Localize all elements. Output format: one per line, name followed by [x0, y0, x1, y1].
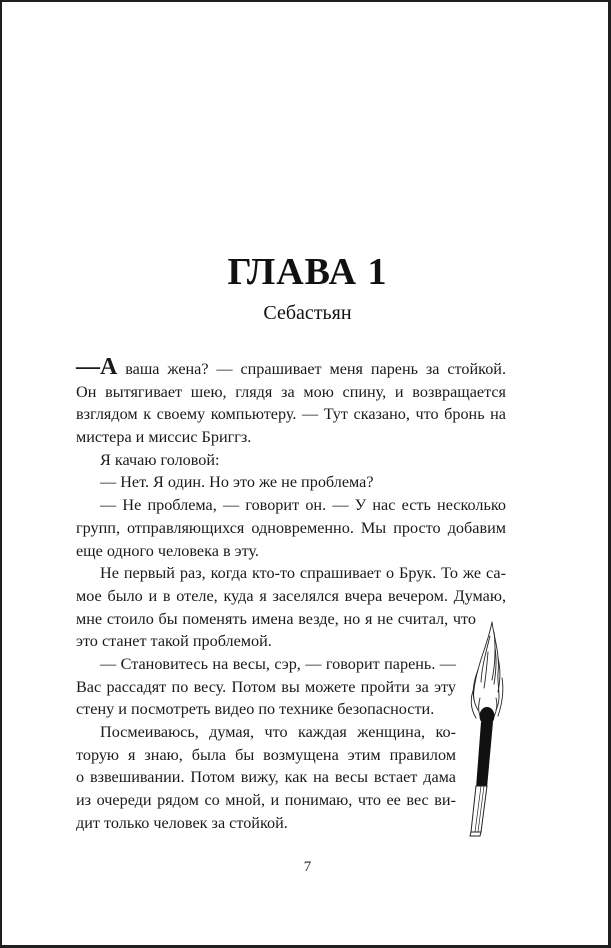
page-number: 7	[303, 859, 312, 875]
text-line: Вас рассадят по весу. Потом вы можете пройти за эту	[76, 677, 456, 696]
text-line: взглядом к своему компьютеру. — Тут сказано, что бронь на	[76, 405, 506, 424]
text-line: мое было и в отеле, куда я заселялся вчера вечером. Думаю,	[76, 586, 506, 605]
chapter-subtitle: Себастьян	[263, 302, 352, 324]
text-line: Я качаю головой:	[100, 450, 220, 469]
text-line: мистера и миссис Бриггз.	[76, 428, 252, 447]
text-line: о взвешивании. Потом вижу, как на весы встает дама	[76, 768, 456, 787]
burning-match-icon	[454, 618, 514, 838]
chapter-title: ГЛАВА 1	[227, 251, 388, 293]
text-line: — Не проблема, — говорит он. — У нас есть несколько	[100, 496, 506, 515]
text-line: Он вытягивает шею, глядя за мою спину, и возвращается	[76, 382, 506, 401]
text-line: — Становитесь на весы, сэр, — говорит парень. —	[100, 654, 456, 673]
text-line: Не первый раз, когда кто-то спрашивает о Брук. То же са-	[100, 564, 506, 583]
drop-cap: —A	[76, 354, 118, 380]
text-line: Посмеиваюсь, думая, что каждая женщина, ко-	[100, 723, 456, 741]
chapter-body	[76, 354, 506, 834]
text-line: торую я знаю, была бы возмущена этим правилом	[76, 745, 456, 764]
text-line: — Нет. Я один. Но это же не проблема?	[100, 473, 374, 492]
text-line: —A ваша жена? — спрашивает меня парень за стойкой.	[76, 354, 506, 380]
text-line: стену и посмотреть видео по технике безопасности.	[76, 700, 435, 719]
text-line: это станет такой проблемой.	[76, 632, 272, 651]
text-line: мне стоило бы поменять имена везде, но я не считал, что	[76, 609, 476, 628]
text-line: групп, отправляющихся одновременно. Мы просто добавим	[76, 518, 506, 537]
text-line: дит только человек за стойкой.	[76, 813, 288, 832]
text-line: из очереди рядом со мной, и понимаю, что ее вес ви-	[76, 791, 456, 810]
text-line: еще одного человека в эту.	[76, 541, 259, 560]
